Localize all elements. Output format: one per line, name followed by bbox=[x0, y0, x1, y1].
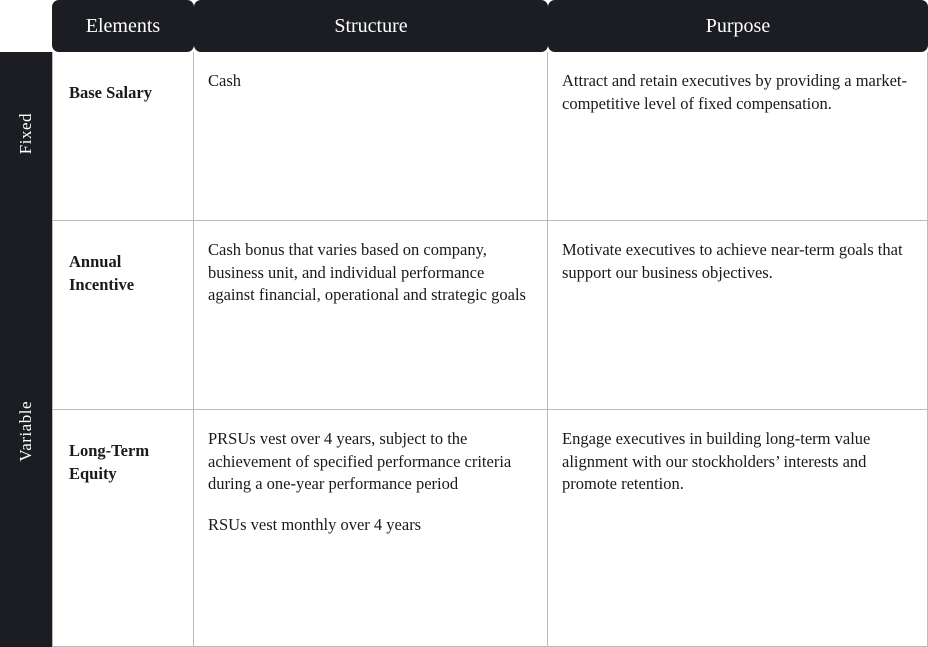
category-label-variable bbox=[0, 221, 52, 647]
table-row bbox=[0, 52, 928, 221]
category-text: Variable bbox=[16, 401, 35, 462]
element-name-annual-incentive bbox=[52, 221, 194, 410]
purpose-base-salary bbox=[548, 52, 928, 221]
purpose-text: Engage executives in building long-term value alignment with our stockholders’ interests and promote retention. bbox=[562, 429, 871, 494]
structure-text-secondary: RSUs vest monthly over 4 years bbox=[208, 514, 422, 534]
purpose-text: Attract and retain executives by providing a market-competitive level of fixed compensation. bbox=[562, 71, 907, 113]
purpose-annual-incentive bbox=[548, 221, 928, 410]
category-text: Fixed bbox=[16, 113, 35, 155]
element-label: Long-Term Equity bbox=[69, 441, 150, 483]
structure-base-salary bbox=[194, 52, 548, 221]
element-name-base-salary bbox=[52, 52, 194, 221]
structure-text: Cash bbox=[208, 71, 241, 90]
purpose-long-term-equity bbox=[548, 410, 928, 647]
table-row bbox=[0, 221, 928, 410]
header-corner-spacer bbox=[0, 0, 52, 52]
table-header-row bbox=[0, 0, 928, 52]
structure-annual-incentive bbox=[194, 221, 548, 410]
structure-long-term-equity bbox=[194, 410, 548, 647]
purpose-text: Motivate executives to achieve near-term goals that support our business objectives. bbox=[562, 240, 903, 282]
element-name-long-term-equity bbox=[52, 410, 194, 647]
structure-text-primary: PRSUs vest over 4 years, subject to the achievement of specified performance criteria during a one-year performance period bbox=[208, 429, 512, 494]
column-header-purpose: Purpose bbox=[548, 0, 928, 52]
element-label: Base Salary bbox=[69, 83, 152, 102]
structure-text: Cash bonus that varies based on company, business unit, and individual performance against financial, operational and strategic goals bbox=[208, 240, 526, 305]
table-row bbox=[0, 410, 928, 647]
category-label-fixed bbox=[0, 52, 52, 221]
column-header-structure: Structure bbox=[194, 0, 548, 52]
column-header-elements: Elements bbox=[52, 0, 194, 52]
element-label: Annual Incentive bbox=[69, 252, 135, 294]
